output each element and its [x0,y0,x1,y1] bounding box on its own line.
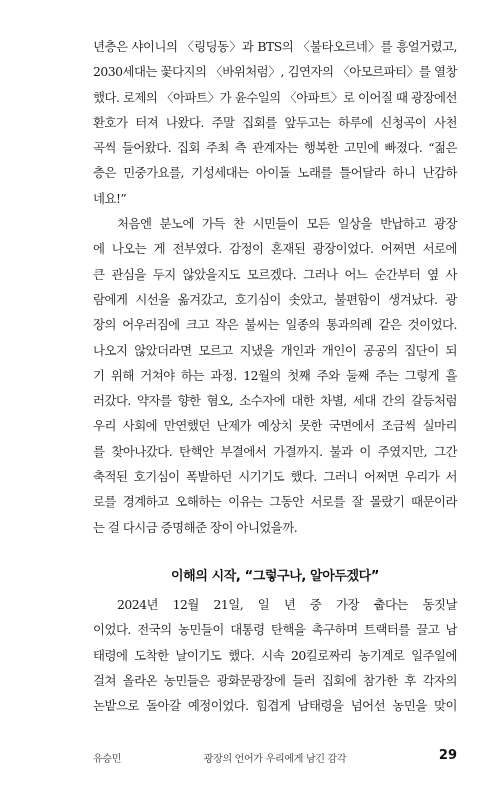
text-line: 곡씩 들어왔다. 집회 주최 측 관계자는 행복한 고민에 빠졌다. “젊은 [93,140,457,156]
text-line: 람에게 시선을 옮겨갔고, 호기심이 솟았고, 불편함이 생겨났다. 광 [93,291,457,307]
text-line: 이었다. 전국의 농민들이 대통령 탄핵을 촉구하며 트랙터를 끌고 남 [93,622,457,638]
section-heading: 이해의 시작, “그렇구나, 알아두겠다” [171,568,379,584]
paragraph [93,592,457,718]
footer-book-title: 광장의 언어가 우리에게 남긴 감각 [203,754,347,765]
text-line: 우리 사회에 만연했던 난제가 예상치 못한 국면에서 조금씩 실마리 [93,418,457,434]
footer-author: 유승민 [93,754,122,765]
text-line: 나오지 않았더라면 모르고 지냈을 개인과 개인이 공공의 집단이 되 [93,342,457,358]
text-line: 논밭으로 돌아갈 예정이었다. 힘겹게 남태령을 넘어선 농민을 맞이 [93,698,457,714]
text-line: 러갔다. 약자를 향한 혐오, 소수자에 대한 차별, 세대 간의 갈등처럼 [93,393,457,409]
text-line: 했다. 로제의 〈아파트〉가 윤수일의 〈아파트〉로 이어질 때 광장에선 [93,89,457,105]
text-line: 에 나오는 게 전부였다. 감정이 혼재된 광장이었다. 어쩌면 서로에 [93,241,457,257]
text-line: 처음엔 분노에 가득 찬 시민들이 모든 일상을 반납하고 광장 [117,216,457,232]
text-line: 층은 민중가요를, 기성세대는 아이돌 노래를 틀어달라 하니 난감하 [93,165,457,181]
text-line: 태령에 도착한 날이기도 했다. 시속 20킬로짜리 농기계로 일주일에 [93,647,457,663]
page-footer [93,748,457,766]
text-line: 걸쳐 올라온 농민들은 광화문광장에 들러 집회에 참가한 후 각자의 [93,672,457,688]
text-line: 를 찾아나갔다. 탄핵안 부결에서 가결까지. 불과 이 주였지만, 그간 [93,443,457,459]
text-line: 기 위해 거쳐야 하는 과정. 12월의 첫째 주와 둘째 주는 그렇게 흘 [93,367,457,383]
text-line: 축적된 호기심이 폭발하던 시기기도 했다. 그러니 어쩌면 우리가 서 [93,469,457,485]
text-line: 큰 관심을 두지 않았을지도 모르겠다. 그러나 어느 순간부터 옆 사 [93,266,457,282]
text-line: 환호가 터져 나왔다. 주말 집회를 앞두고는 하루에 신청곡이 사천 [93,114,457,130]
paragraph [93,211,457,540]
text-line: 년층은 샤이니의 〈링딩동〉과 BTS의 〈불타오르네〉를 흥얼거렸고, [93,39,457,54]
text-line: 로를 경계하고 오해하는 이유는 그동안 서로를 잘 몰랐기 때문이라 [93,494,457,510]
paragraph [93,34,457,211]
text-line: 네요!” [93,190,127,206]
body-text [93,34,457,718]
text-line: 는 걸 다시금 증명해준 장이 아니었을까. [93,519,298,535]
text-line: 2024년 12월 21일, 일 년 중 가장 춥다는 동짓날 [117,596,457,612]
text-line: 2030세대는 꽃다지의 〈바위처럼〉, 김연자의 〈아모르파티〉를 열창 [93,64,457,80]
text-line: 장의 어우러짐에 크고 작은 불씨는 일종의 통과의례 같은 것이었다. [93,317,457,333]
page-number: 29 [438,748,457,763]
